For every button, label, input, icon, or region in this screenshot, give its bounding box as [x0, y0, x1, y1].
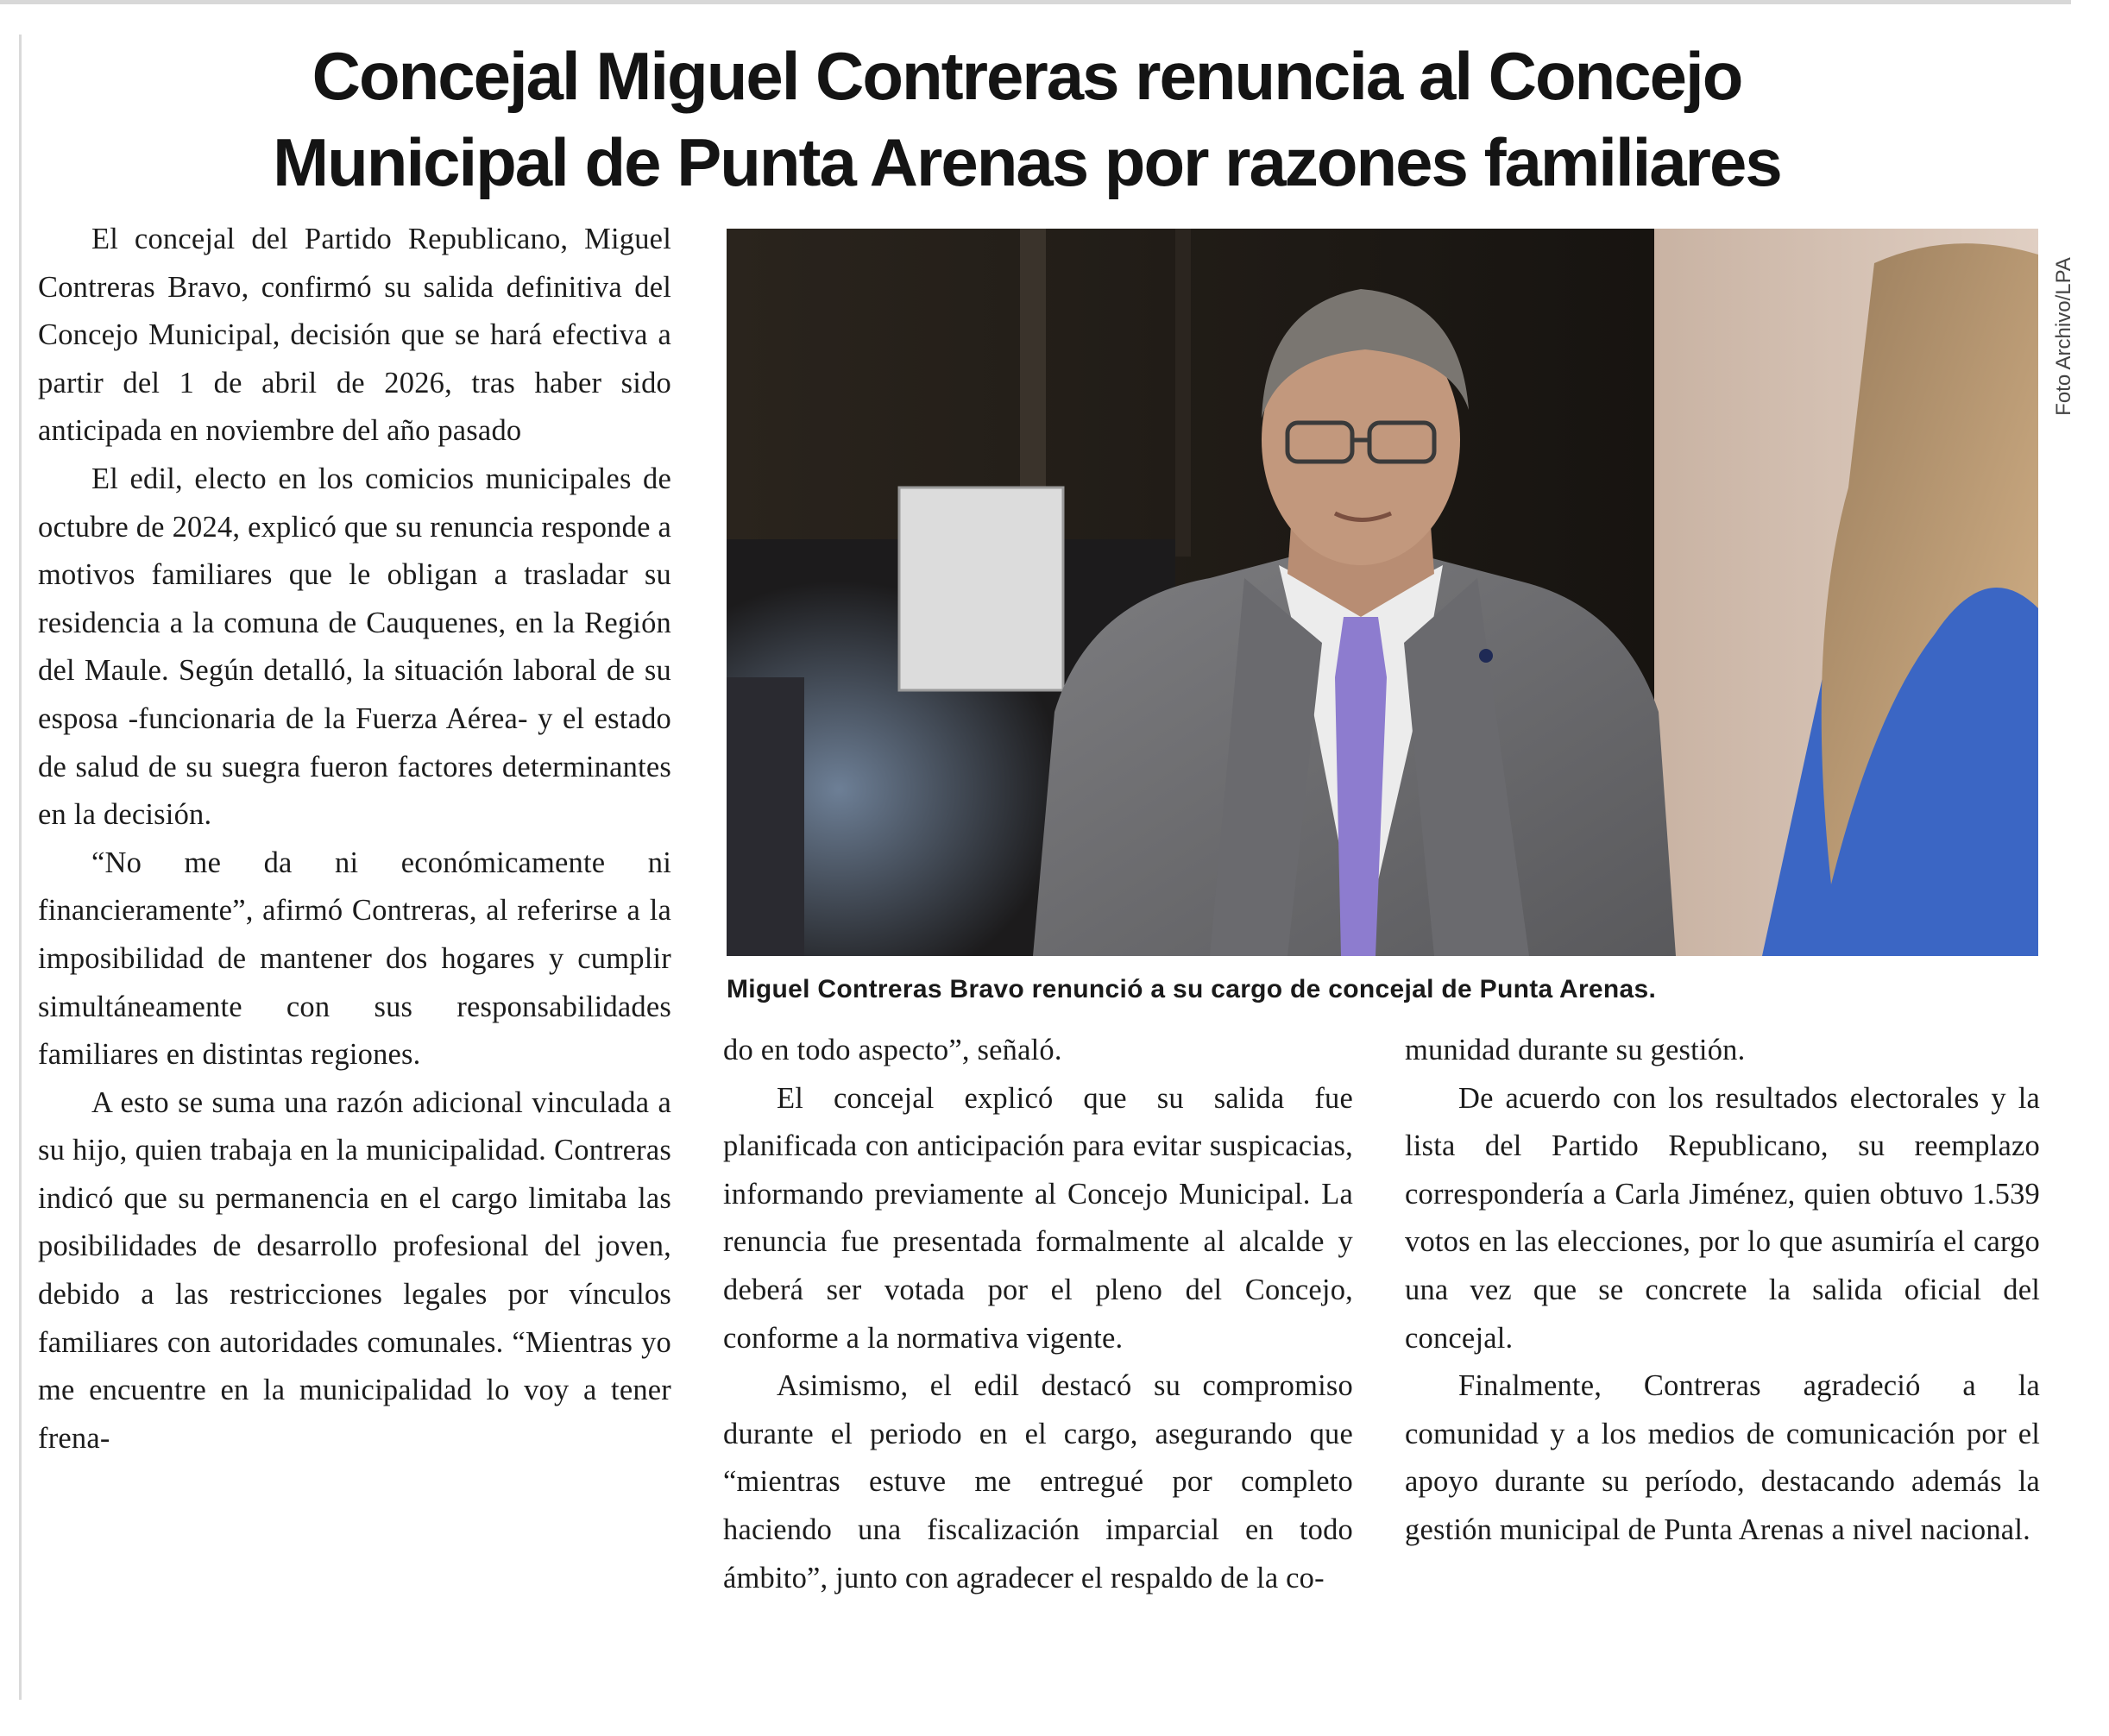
photo-portrait-man-in-suit — [727, 229, 2038, 956]
paragraph-continuation: do en todo aspecto”, señaló. — [723, 1034, 1062, 1066]
paragraph-replacement: De acuerdo con los resultados electorales y la lista del Partido Republicano, su reemplazo correspondería a Carla Jiménez, quien obtuvo 1.539 votos en las elecciones, por lo que asumiría el cargo una vez que se concrete la salida oficial del concejal. — [1405, 1081, 2040, 1355]
photo-credit — [2038, 216, 2090, 457]
paragraph-intro: El concejal del Partido Republicano, Miguel Contreras Bravo, confirmó su salida definitiva del Concejo Municipal, decisión que se hará efectiva a partir del 1 de abril de 2026, tras haber sido anticipada en noviembre del año pasado — [38, 223, 671, 448]
paragraph-son: A esto se suma una razón adicional vinculada a su hijo, quien trabaja en la municipalidad. Contreras indicó que su permanencia en el cargo limitaba las posibilidades de desarrollo profesional del joven, debido a las restricciones legales por vínculos familiares con autoridades comunales. “Mientras yo me encuentre en la municipalidad lo voy a tener frena- — [38, 1085, 671, 1455]
paragraph-quote: “No me da ni económicamente ni financieramente”, afirmó Contreras, al referirse a la imposibilidad de mantener dos hogares y cumplir simultáneamente con sus responsabilidades familiares en distintas regiones. — [38, 846, 671, 1072]
left-border-rule — [19, 35, 22, 1700]
paragraph-commitment: Asimismo, el edil destacó su compromiso durante el periodo en el cargo, asegurando que “mientras estuve me entregué por completo haciendo una fiscalización imparcial en todo ámbito”, junto con agradecer el respaldo de la co- — [723, 1369, 1353, 1594]
photo-credit-text: Foto Archivo/LPA — [2052, 257, 2075, 416]
paragraph-continuation: munidad durante su gestión. — [1405, 1034, 1746, 1066]
paragraph-closing: Finalmente, Contreras agradeció a la comunidad y a los medios de comunicación por el apoyo durante su período, destacando además la gestión municipal de Punta Arenas a nivel nacional. — [1405, 1369, 2040, 1546]
article-column-1 — [38, 216, 671, 1462]
top-border-rule — [0, 0, 2071, 4]
paragraph-planning: El concejal explicó que su salida fue planificada con anticipación para evitar suspicacias, informando previamente al Concejo Municipal. La renuncia fue presentada formalmente al alcalde y deberá ser votada por el pleno del Concejo, conforme a la normativa vigente. — [723, 1081, 1353, 1355]
article-column-2 — [723, 1027, 1353, 1602]
headline-line-1: Concejal Miguel Contreras renuncia al Concejo — [312, 38, 1742, 114]
article-column-3 — [1405, 1027, 2040, 1555]
photo-caption: Miguel Contreras Bravo renunció a su cargo de concejal de Punta Arenas. — [727, 975, 1657, 1003]
article-photo — [727, 229, 2038, 956]
paragraph-reasons: El edil, electo en los comicios municipales de octubre de 2024, explicó que su renuncia responde a motivos familiares que le obligan a trasladar su residencia a la comuna de Cauquenes, en la Región del Maule. Según detalló, la situación laboral de su esposa -funcionaria de la Fuerza Aérea- y el estado de salud de su suegra fueron factores determinantes en la decisión. — [38, 462, 671, 832]
headline-line-2: Municipal de Punta Arenas por razones familiares — [273, 124, 1781, 200]
article-headline — [52, 33, 2002, 205]
